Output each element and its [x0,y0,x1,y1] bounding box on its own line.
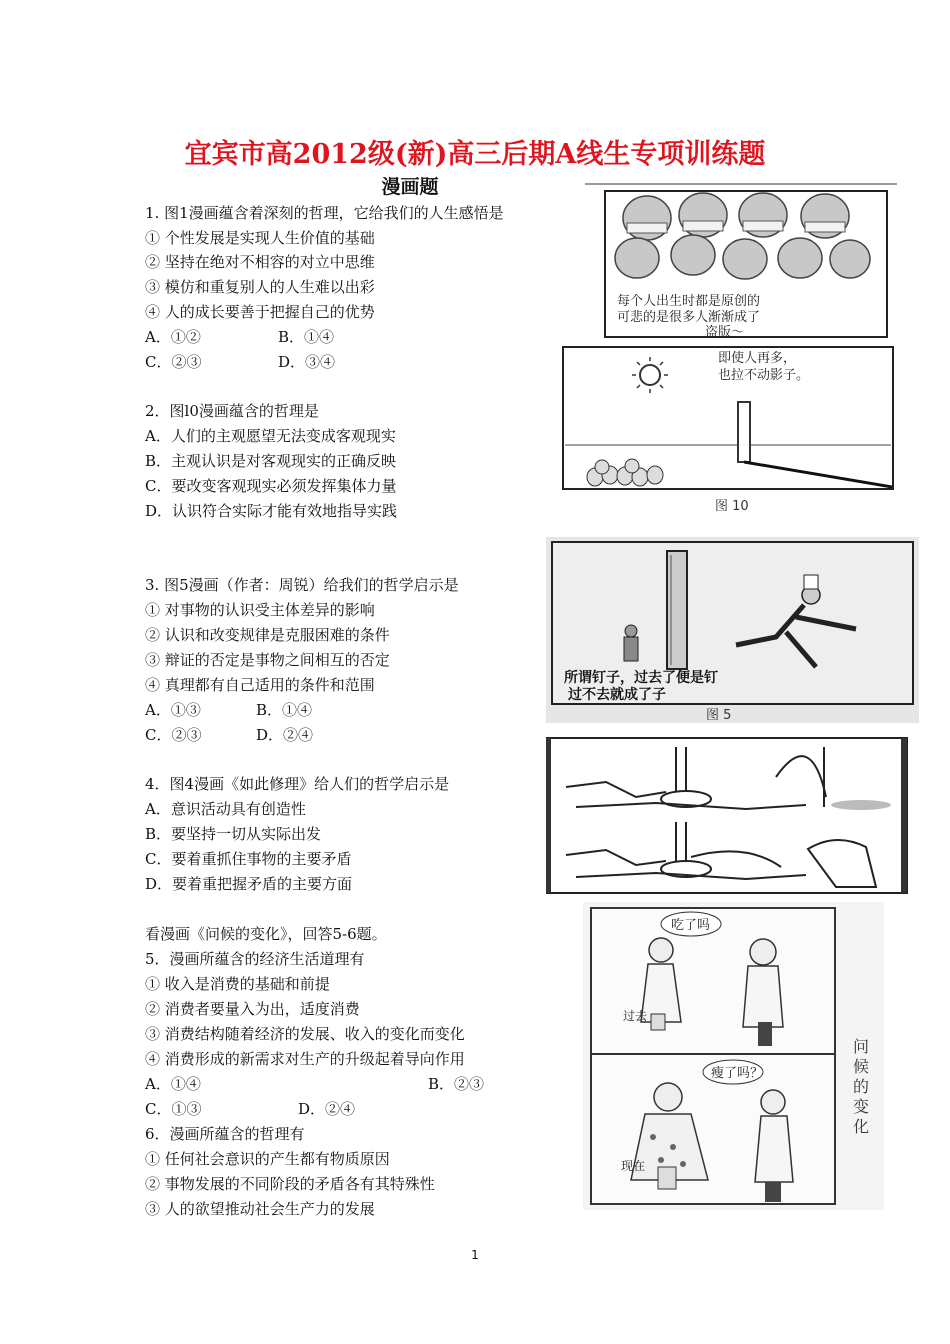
figure-1-caption-line: 可悲的是很多人渐渐成了 [617,310,761,325]
option-c: C．②③ [145,726,202,744]
question-stem: 2．图l0漫画蕴含的哲理是 [145,402,319,420]
option-b: B．①④ [278,328,335,346]
statement-item: ④ 人的成长要善于把握自己的优势 [145,303,375,321]
option-a: A．人们的主观愿望无法变成客观现实 [145,427,396,445]
figure-1-drawing [585,183,897,340]
option-c: C．要着重抓住事物的主要矛盾 [145,850,352,868]
option-c: C．①③ [145,1100,202,1118]
option-d: D．②④ [256,726,314,744]
greeting-title-char: 问 [853,1037,870,1056]
figure-10-speech-line: 也拉不动影子。 [718,368,810,383]
figure-10-speech-line: 即使人再多， [718,351,797,366]
figure-4-drawing [546,737,908,894]
figure-5-caption-line: 所谓钉子，过去了便是钉 [564,670,718,686]
statement-item: ① 任何社会意识的产生都有物质原因 [145,1150,390,1168]
option-a: A．①② [145,328,201,346]
statement-item: ① 收入是消费的基础和前提 [145,975,330,993]
question-stem: 3. 图5漫画（作者：周锐）给我们的哲学启示是 [145,576,459,594]
option-d: D．要着重把握矛盾的主要方面 [145,875,353,893]
statement-item: ② 认识和改变规律是克服困难的条件 [145,626,390,644]
page-number: 1 [471,1248,479,1262]
figure-1-cartoon [585,183,897,340]
question-stem: 6．漫画所蕴含的哲理有 [145,1125,305,1143]
option-b: B．②③ [428,1075,485,1093]
page-title: 宜宾市高2012级(新)高三后期A线生专项训练题 [184,139,766,170]
greeting-title-char: 化 [853,1117,870,1136]
greeting-title-char: 候 [853,1057,870,1076]
statement-item: ② 事物发展的不同阶段的矛盾各有其特殊性 [145,1175,435,1193]
figure-5-drawing [546,537,919,723]
question-stem: 4．图4漫画《如此修理》给人们的哲学启示是 [145,775,450,793]
statement-item: ② 消费者要量入为出，适度消费 [145,1000,360,1018]
figure-5-cartoon [546,537,919,723]
figure-5-caption-line: 过不去就成了子 [568,687,666,703]
figure-4-cartoon [546,737,908,894]
option-b: B．要坚持一切从实际出发 [145,825,322,843]
statement-item: ③ 模仿和重复别人的人生难以出彩 [145,278,375,296]
figure-5-label: 图 5 [706,708,732,723]
option-d: D．②④ [298,1100,356,1118]
question-stem: 1. 图1漫画蕴含着深刻的哲理，它给我们的人生感悟是 [145,204,504,222]
statement-item: ① 个性发展是实现人生价值的基础 [145,229,375,247]
statement-item: ② 坚持在绝对不相容的对立中思维 [145,253,375,271]
option-d: D．③④ [278,353,336,371]
figure-1-caption-line: 每个人出生时都是原创的 [617,294,761,309]
figure-10-drawing [560,345,896,515]
option-a: A．①③ [145,701,201,719]
greeting-speech-bottom: 瘦了吗？ [711,1066,764,1081]
option-a: A．①④ [145,1075,201,1093]
option-c: C．要改变客观现实必须发挥集体力量 [145,477,397,495]
option-a: A．意识活动具有创造性 [145,800,306,818]
greeting-label-past: 过去 [623,1009,648,1023]
statement-item: ④ 消费形成的新需求对生产的升级起着导向作用 [145,1050,465,1068]
greeting-speech-top: 吃了吗 [671,918,711,933]
statement-item: ① 对事物的认识受主体差异的影响 [145,601,375,619]
figure-1-caption-line: 盗版～ [705,325,745,340]
option-d: D．认识符合实际才能有效地指导实践 [145,502,398,520]
greeting-title-char: 变 [853,1097,870,1116]
statement-item: ③ 辩证的否定是事物之间相互的否定 [145,651,390,669]
question-stem: 5．漫画所蕴含的经济生活道理有 [145,950,365,968]
section-subtitle: 漫画题 [381,176,439,198]
greeting-change-cartoon [583,902,884,1210]
statement-item: ④ 真理都有自己适用的条件和范围 [145,676,375,694]
greeting-change-drawing [583,902,884,1210]
questions-5-6-intro: 看漫画《问候的变化》，回答5-6题。 [145,925,387,943]
option-b: B．主观认识是对客观现实的正确反映 [145,452,397,470]
statement-item: ③ 消费结构随着经济的发展、收入的变化而变化 [145,1025,465,1043]
figure-10-label: 图 10 [715,499,749,514]
statement-item: ③ 人的欲望推动社会生产力的发展 [145,1200,375,1218]
greeting-label-now: 现在 [621,1159,646,1173]
greeting-title-char: 的 [853,1077,870,1096]
option-c: C．②③ [145,353,202,371]
option-b: B．①④ [256,701,313,719]
figure-10-cartoon [560,345,896,515]
